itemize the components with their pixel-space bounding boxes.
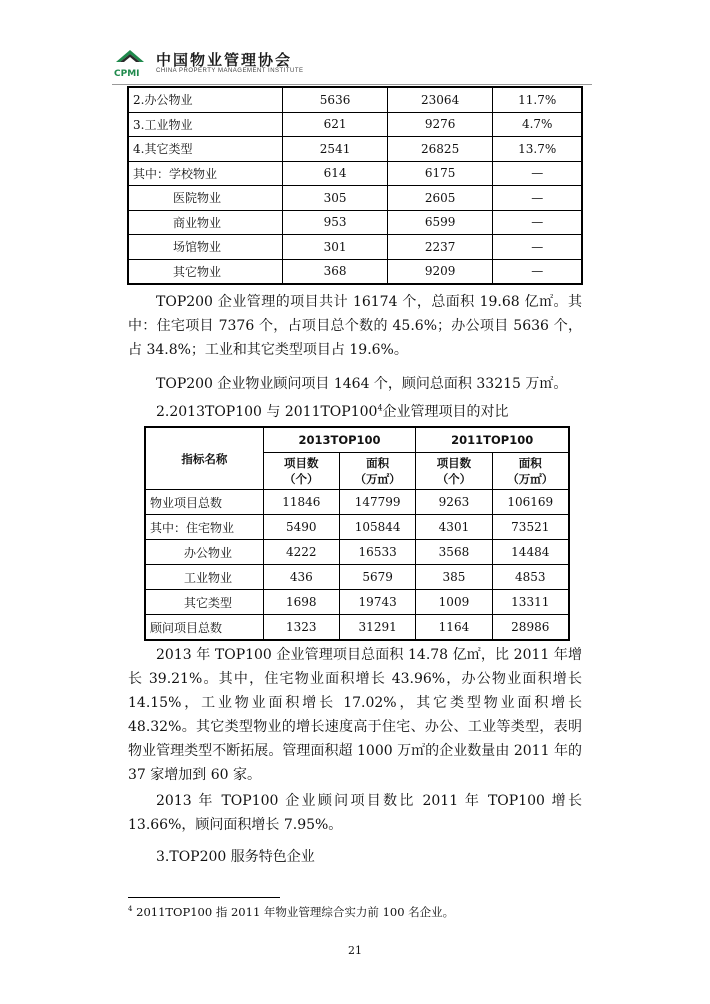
- table-cell-c11: 1164: [416, 615, 492, 641]
- table-cell-c13: 11846: [263, 490, 339, 515]
- org-name-en: CHINA PROPERTY MANAGEMENT INSTITUTE: [156, 68, 304, 74]
- table-cell-pct: 11.7%: [493, 87, 582, 112]
- table-cell-count: 368: [283, 259, 388, 284]
- table-cell-label: 其它类型: [145, 590, 263, 615]
- table-cell-area: 2237: [387, 235, 493, 260]
- table-row: [145, 590, 569, 615]
- table-cell-a13: 16533: [339, 540, 415, 565]
- footnote-ref: 4: [377, 403, 383, 413]
- table-cell-pct: —: [493, 161, 582, 186]
- table-cell-a11: 106169: [492, 490, 569, 515]
- table-cell-a11: 13311: [492, 590, 569, 615]
- table-cell-label: 其中：住宅物业: [145, 515, 263, 540]
- table-row: [145, 515, 569, 540]
- table-cell-count: 953: [283, 210, 388, 235]
- table-cell-count: 621: [283, 112, 388, 137]
- table-row: [128, 210, 582, 235]
- table-cell-label: 场馆物业: [128, 235, 283, 260]
- table-row: [128, 137, 582, 162]
- table-row: [128, 259, 582, 284]
- paragraph-area-growth: 2013 年 TOP100 企业管理项目总面积 14.78 亿㎡，比 2011 年增长 39.21%。其中，住宅物业面积增长 43.96%，办公物业面积增长 14.15%，工业物业面积增长 17.02%，其它类型物业面积增长 48.32%。其它类型物业的增长速度高于住宅、办公、工业等类型，表明物业管理类型不断拓展。管理面积超 1000 万㎡的企业数量由 2011 年的 37 家增加到 60 家。: [128, 647, 582, 783]
- table-cell-label: 物业项目总数: [145, 490, 263, 515]
- table-cell-a11: 73521: [492, 515, 569, 540]
- subheader-area-2013: 面积 （万㎡）: [339, 453, 415, 490]
- table-cell-pct: 13.7%: [493, 137, 582, 162]
- table-cell-pct: —: [493, 235, 582, 260]
- table-row: [145, 540, 569, 565]
- subheader-count-2013: 项目数 （个）: [263, 453, 339, 490]
- header-indicator: 指标名称: [145, 427, 263, 490]
- table-cell-a13: 147799: [339, 490, 415, 515]
- table-row: [128, 87, 582, 112]
- table-cell-c13: 4222: [263, 540, 339, 565]
- table-cell-c11: 1009: [416, 590, 492, 615]
- subheader-area-2011: 面积 （万㎡）: [492, 453, 569, 490]
- table-row: [128, 161, 582, 186]
- subheader-count-2011: 项目数 （个）: [416, 453, 492, 490]
- table-cell-c13: 1698: [263, 590, 339, 615]
- table-cell-count: 305: [283, 186, 388, 211]
- footnote: $^4$ 2011TOP100 指 2011 年物业管理综合实力前 100 名企业。: [128, 905, 455, 919]
- table-cell-pct: —: [493, 259, 582, 284]
- table-cell-count: 301: [283, 235, 388, 260]
- table-cell-a11: 14484: [492, 540, 569, 565]
- table-cell-a13: 5679: [339, 565, 415, 590]
- table-cell-label: 商业物业: [128, 210, 283, 235]
- table-cell-label: 顾问项目总数: [145, 615, 263, 641]
- table-cell-count: 2541: [283, 137, 388, 162]
- table-row: [128, 186, 582, 211]
- table-row: [145, 615, 569, 641]
- table-cell-pct: —: [493, 186, 582, 211]
- table-cell-label: 4.其它类型: [128, 137, 283, 162]
- table-row: [128, 112, 582, 137]
- table-cell-label: 2.办公物业: [128, 87, 283, 112]
- table-cell-a11: 28986: [492, 615, 569, 641]
- svg-text:CPMI: CPMI: [114, 69, 140, 79]
- table-row: [128, 235, 582, 260]
- table-cell-c11: 3568: [416, 540, 492, 565]
- page-header: [112, 46, 592, 82]
- table-cell-c13: 436: [263, 565, 339, 590]
- table-cell-label: 其它物业: [128, 259, 283, 284]
- table-cell-pct: —: [493, 210, 582, 235]
- table-cell-count: 614: [283, 161, 388, 186]
- header-2013: 2013TOP100: [263, 427, 416, 453]
- section-3-heading: 3.TOP200 服务特色企业: [156, 849, 315, 865]
- comparison-table: [144, 426, 570, 641]
- table-cell-a11: 4853: [492, 565, 569, 590]
- table-cell-c13: 5490: [263, 515, 339, 540]
- table-cell-a13: 19743: [339, 590, 415, 615]
- table-cell-c11: 385: [416, 565, 492, 590]
- table-cell-c13: 1323: [263, 615, 339, 641]
- page-number: 21: [348, 944, 362, 957]
- table-cell-a13: 105844: [339, 515, 415, 540]
- table-cell-area: 9209: [387, 259, 493, 284]
- table-cell-area: 26825: [387, 137, 493, 162]
- org-name-cn: 中国物业管理协会: [156, 51, 293, 69]
- table-cell-label: 办公物业: [145, 540, 263, 565]
- table-row: [145, 565, 569, 590]
- project-type-table: [127, 86, 583, 285]
- table-cell-area: 9276: [387, 112, 493, 137]
- table-cell-label: 其中：学校物业: [128, 161, 283, 186]
- table-cell-area: 6599: [387, 210, 493, 235]
- table-cell-label: 工业物业: [145, 565, 263, 590]
- table-cell-label: 医院物业: [128, 186, 283, 211]
- table-cell-pct: 4.7%: [493, 112, 582, 137]
- cpmi-logo-icon: [112, 46, 148, 80]
- table-cell-area: 2605: [387, 186, 493, 211]
- table-cell-a13: 31291: [339, 615, 415, 641]
- paragraph-top200-summary: TOP200 企业管理的项目共计 16174 个，总面积 19.68 亿㎡。其中：住宅项目 7376 个，占项目总个数的 45.6%；办公项目 5636 个，占 34.8%；工业和其它类型项目占 19.6%。: [128, 294, 582, 358]
- section-2-heading: 2.2013TOP100 与 $2011TOP100^4$企业管理项目的对比: [156, 403, 509, 420]
- table-cell-c11: 4301: [416, 515, 492, 540]
- footnote-rule: [128, 897, 280, 898]
- table-cell-c11: 9263: [416, 490, 492, 515]
- table-row: [145, 490, 569, 515]
- table-cell-area: 6175: [387, 161, 493, 186]
- table-cell-count: 5636: [283, 87, 388, 112]
- table-cell-label: 3.工业物业: [128, 112, 283, 137]
- paragraph-top200-consulting: TOP200 企业物业顾问项目 1464 个，顾问总面积 33215 万㎡。: [156, 376, 568, 392]
- header-2011: 2011TOP100: [416, 427, 569, 453]
- paragraph-consulting-growth: 2013 年 TOP100 企业顾问项目数比 2011 年 TOP100 增长 13.66%，顾问面积增长 7.95%。: [128, 793, 582, 833]
- table-cell-area: 23064: [387, 87, 493, 112]
- header-rule: [112, 84, 592, 85]
